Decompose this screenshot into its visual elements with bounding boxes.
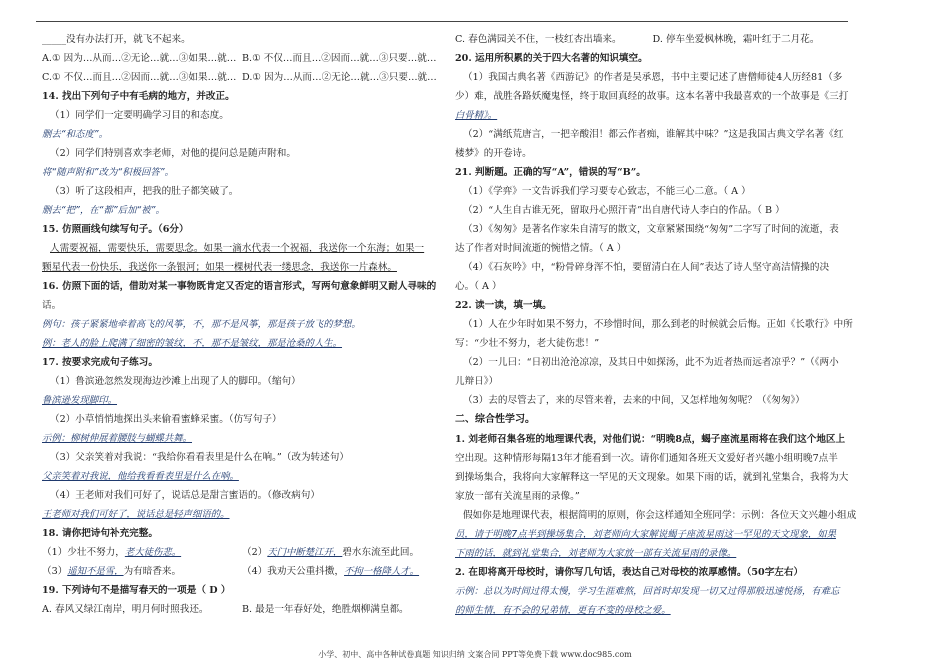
text-line: 儿辩日》） — [455, 376, 499, 387]
text-line: （1）同学们一定要明确学习目的和态度。 — [50, 110, 229, 121]
option-item: B.① 不仅…而且…②因而…就…③只要…就… — [242, 53, 437, 64]
line — [455, 487, 850, 506]
line — [455, 430, 850, 449]
line — [42, 163, 442, 182]
line — [42, 258, 442, 277]
question-text: （4）我劝天公重抖擞， — [242, 566, 345, 577]
answer-line: 的师生情，有不会的兄弟情，更有不变的母校之爱。 — [455, 605, 671, 616]
answer-line: 例：老人的脸上爬满了细密的皱纹，不，那不是皱纹，那是沧桑的人生。 — [42, 338, 343, 349]
answer-line: 王老师对我们可好了，说话总是轻声细语的。 — [42, 509, 230, 520]
poem-row — [42, 543, 442, 562]
answer-text: 天门中断楚江开， — [267, 547, 343, 558]
line — [455, 506, 857, 525]
text-line: 达了作者对时间流逝的惋惜之情。（ A ） — [455, 243, 627, 254]
text-line: 写：“少壮不努力，老大徒伤悲！” — [455, 338, 600, 349]
line — [455, 106, 850, 125]
line — [455, 144, 850, 163]
line — [42, 429, 442, 448]
line — [455, 163, 850, 182]
option-item: A. 春风又绿江南岸，明月何时照我还。 — [42, 604, 209, 615]
question-heading: 17. 按要求完成句子练习。 — [42, 357, 158, 368]
line — [42, 524, 442, 543]
poem-item — [42, 562, 242, 581]
question-heading: 18. 请你把诗句补充完整。 — [42, 528, 158, 539]
line — [455, 258, 850, 277]
text-line: 少）难，战胜各路妖魔鬼怪，终于取回真经的故事。这本名著中我最喜欢的一个故事是《三打 — [455, 91, 849, 102]
line — [42, 581, 442, 600]
answer-line: 父亲笑着对我说，他给我看看表里是什么在响。 — [42, 471, 239, 482]
line — [42, 315, 442, 334]
line — [42, 30, 442, 49]
option-row — [455, 30, 850, 49]
question-heading: 14. 找出下列句子中有毛病的地方，并改正。 — [42, 91, 235, 102]
text-line: 人需要祝福，需要快乐，需要思念。如果一滴水代表一个祝福，我送你一个东海；如果一 — [50, 243, 425, 254]
line — [42, 87, 442, 106]
question-heading: 16. 仿照下面的话，借助对某一事物既肯定又否定的语言形式，写两句意象鲜明又耐人寻味的 — [42, 281, 437, 292]
line — [455, 277, 850, 296]
question-text: 碧水东流至此回。 — [342, 547, 420, 558]
option-item: D.① 因为…从而…②无论…就…③只要…就… — [242, 72, 437, 83]
text-line: （4）《石灰吟》中，“粉骨碎身浑不怕，要留清白在人间”表达了诗人坚守高洁情操的决 — [463, 262, 830, 273]
line — [455, 601, 850, 620]
option-row — [42, 49, 442, 68]
answer-line: 删去“把”，在“都”后加“被”。 — [42, 205, 165, 216]
poem-item — [242, 562, 442, 581]
line — [42, 125, 442, 144]
question-heading: 15. 仿照画线句续写句子。（6分） — [42, 224, 189, 235]
right-column — [455, 30, 857, 620]
line — [455, 125, 850, 144]
line — [42, 220, 442, 239]
text-line: （2）同学们特别喜欢李老师，对他的提问总是随声附和。 — [50, 148, 296, 159]
line — [42, 505, 442, 524]
text-line: （2）“人生自古谁无死，留取丹心照汗青”出自唐代诗人李白的作品。（ B ） — [463, 205, 785, 216]
line — [455, 544, 850, 563]
question-heading: 21. 判断题。正确的写“A”，错误的写“B”。 — [455, 167, 646, 178]
answer-text: 遥知不是雪， — [67, 566, 124, 577]
option-item: A.① 因为…从而…②无论…就…③如果…就… — [42, 53, 237, 64]
answer-line: 员，请于明晚7点半到操场集合，刘老师向大家解说蝎子座流星雨这一罕见的天文现象，如果 — [455, 529, 836, 540]
text-line: （1）我国古典名著《西游记》的作者是吴承恩，书中主要记述了唐僧师徒4人历经81（多 — [463, 72, 843, 83]
poem-item — [42, 543, 242, 562]
answer-line: 示例：总以为时间过得太慢，学习生涯难熬，回首时却发现一切又过得那般迅速悦扬，有难忘 — [455, 586, 840, 597]
question-heading: 2. 在即将离开母校时，请你写几句话，表达自己对母校的浓厚感情。（50字左右） — [455, 567, 804, 578]
question-text: （2） — [242, 547, 268, 558]
option-item: C.① 不仅…而且…②因而…就…③如果…就… — [42, 72, 237, 83]
question-heading: 22. 读一读，填一填。 — [455, 300, 552, 311]
answer-line: 鲁滨逊发现脚印。 — [42, 395, 118, 406]
question-heading: 1. 刘老师召集各班的地理课代表，对他们说：“明晚8点，蝎子座流星雨将在我们这个地区上 — [455, 434, 846, 445]
line — [455, 391, 850, 410]
answer-line: 删去“和态度”。 — [42, 129, 108, 140]
line — [455, 68, 850, 87]
poem-row — [42, 562, 442, 581]
answer-line: 例句：孩子紧紧地牵着高飞的风筝，不，那不是风筝，那是孩子放飞的梦想。 — [42, 319, 361, 330]
line — [42, 296, 442, 315]
line — [42, 182, 442, 201]
line — [455, 410, 850, 430]
line — [455, 334, 850, 353]
line — [42, 372, 442, 391]
answer-line: 下雨的话，就到礼堂集合，刘老师为大家放一部有关流星雨的录像。 — [455, 548, 737, 559]
text-line: （1）鲁滨逊忽然发现海边沙滩上出现了人的脚印。（缩句） — [50, 376, 301, 387]
line — [42, 334, 442, 353]
line — [455, 49, 850, 68]
line — [42, 239, 442, 258]
line — [42, 144, 442, 163]
line — [42, 391, 442, 410]
line — [42, 467, 442, 486]
line — [42, 448, 442, 467]
text-line: 心。（ A ） — [455, 281, 502, 292]
line — [455, 182, 850, 201]
line — [455, 220, 850, 239]
line — [455, 449, 850, 468]
header-rule — [36, 21, 848, 22]
text-line: （3）去的尽管去了，来的尽管来着，去来的中间，又怎样地匆匆呢？（《匆匆》） — [463, 395, 805, 406]
line — [455, 315, 853, 334]
line — [42, 277, 442, 296]
line — [42, 486, 442, 505]
text-line: 空出现。这种情形每隔13年才能看到一次。请你们通知各班天文爱好者兴趣小组明晚7点半 — [455, 453, 838, 464]
text-line: 假如你是地理课代表，根据简明的原则，你会这样通知全班同学：示例：各位天文兴趣小组成 — [463, 510, 857, 521]
text-line: （3）听了这段相声，把我的肚子都笑破了。 — [50, 186, 239, 197]
line — [42, 106, 442, 125]
text-line: _____没有办法打开，就飞不起来。 — [42, 34, 191, 45]
text-line: 二、综合性学习。 — [455, 414, 535, 425]
question-heading: 20. 运用所积累的关于四大名著的知识填空。 — [455, 53, 648, 64]
line — [455, 296, 850, 315]
text-line: （3）《匆匆》是著名作家朱自清写的散文，文章紧紧围绕“匆匆”二字写了时间的流逝，表 — [463, 224, 839, 235]
text-line: 话。 — [42, 300, 62, 311]
question-text: 为有暗香来。 — [123, 566, 182, 577]
text-line: （2）“满纸荒唐言，一把辛酸泪！都云作者痴，谁解其中味？”这是我国古典文学名著《红 — [463, 129, 844, 140]
text-line: 楼梦》的开卷诗。 — [455, 148, 532, 159]
line — [455, 563, 850, 582]
text-line: （1）《学弈》一文告诉我们学习要专心致志，不能三心二意。（ A ） — [463, 186, 751, 197]
line — [42, 353, 442, 372]
text-line: （2）一儿曰：“日初出沧沧凉凉，及其日中如探汤，此不为近者热而远者凉乎？”（《两小 — [463, 357, 839, 368]
line — [455, 372, 850, 391]
option-item: B. 最是一年春好处，绝胜烟柳满皇都。 — [242, 604, 409, 615]
answer-text: 老大徒伤悲。 — [124, 547, 182, 558]
answer-text: 不拘一格降人才。 — [344, 566, 420, 577]
question-text: （1）少壮不努力， — [42, 547, 125, 558]
text-line: （1）人在少年时如果不努力，不珍惜时间，那么到老的时候就会后悔。正如《长歌行》中所 — [463, 319, 853, 330]
line — [455, 525, 850, 544]
line — [455, 582, 850, 601]
text-line: （4）王老师对我们可好了，说话总是甜言蜜语的。（修改病句） — [50, 490, 320, 501]
line — [455, 239, 850, 258]
poem-item — [242, 543, 442, 562]
option-item: D. 停车坐爱枫林晚，霜叶红于二月花。 — [652, 34, 820, 45]
answer-line: 白骨精》。 — [455, 110, 498, 121]
option-row — [42, 600, 442, 619]
line — [455, 468, 850, 487]
line — [455, 201, 850, 220]
line — [42, 201, 442, 220]
answer-line: 示例：柳树伸展着腰肢与蝴蝶共舞。 — [42, 433, 193, 444]
line — [455, 87, 850, 106]
line — [42, 410, 442, 429]
left-column — [42, 30, 442, 619]
text-line: （2）小草悄悄地探出头来偷看蜜蜂采蜜。（仿写句子） — [50, 414, 282, 425]
question-heading: 19. 下列诗句不是描写春天的一项是（ D ） — [42, 585, 231, 596]
question-text: （3） — [42, 566, 68, 577]
answer-line: 将“随声附和”改为“积极回答”。 — [42, 167, 174, 178]
text-line: （3）父亲笑着对我说：“我给你看看表里是什么在响。”（改为转述句） — [50, 452, 349, 463]
option-item: C. 春色满园关不住，一枝红杏出墙来。 — [455, 34, 622, 45]
text-line: 到操场集合，我将向大家解释这一罕见的天文现象。如果下雨的话，就到礼堂集合，我将为大 — [455, 472, 849, 483]
option-row — [42, 68, 442, 87]
text-line: 家放一部有关流星雨的录像。” — [455, 491, 580, 502]
page-footer: 小学、初中、高中各种试卷真题 知识归纳 文案合同 PPT等免费下载 www.doc985.com — [318, 650, 632, 659]
text-line: 颗星代表一份快乐，我送你一条银河；如果一棵树代表一缕思念，我送你一片森林。 — [42, 262, 397, 273]
line — [455, 353, 850, 372]
